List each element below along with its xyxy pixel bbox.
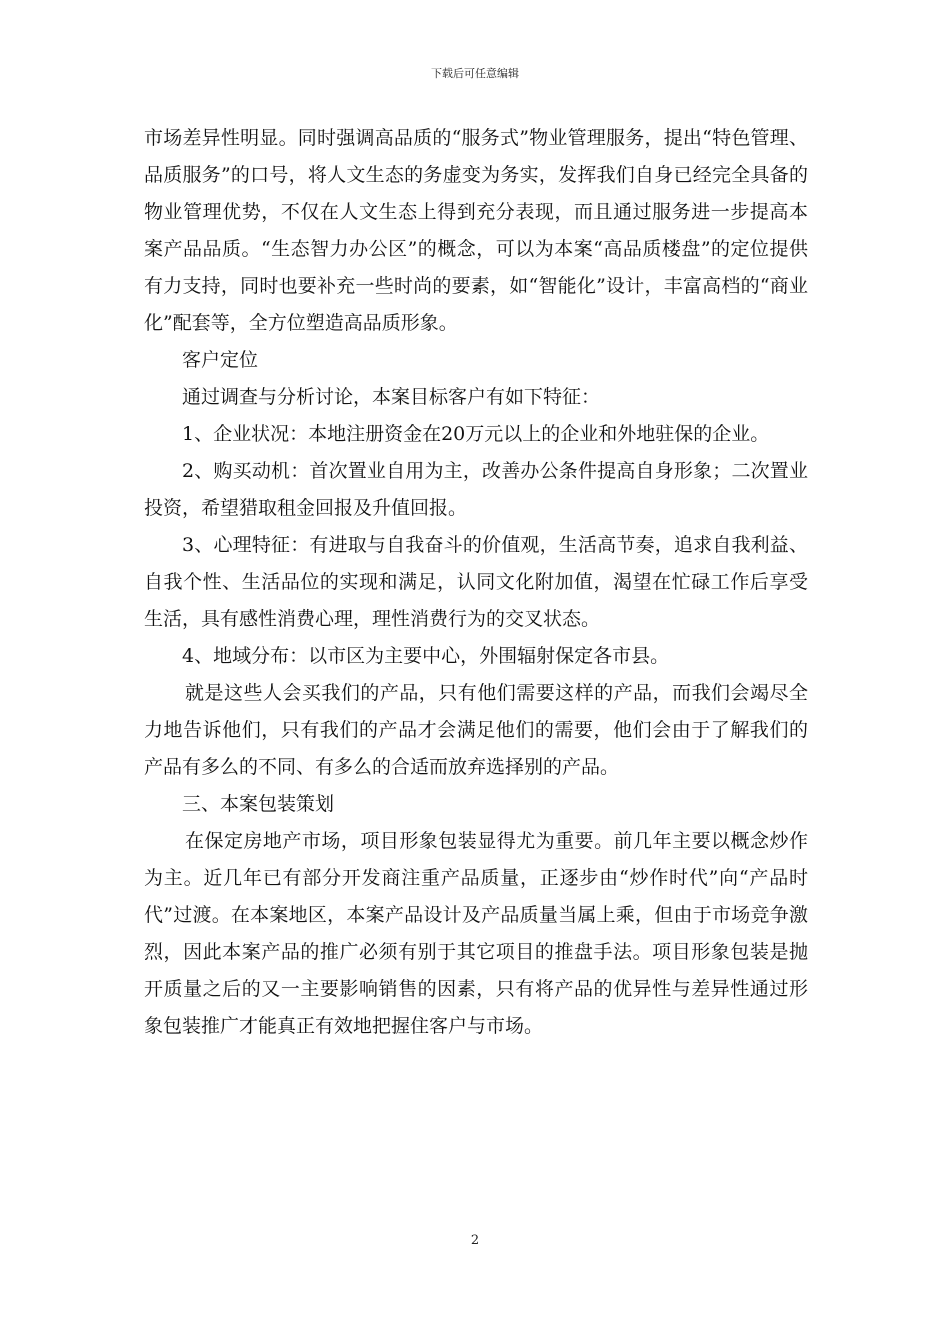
section-heading-customer-positioning: 客户定位 xyxy=(182,349,259,371)
list-item-purchase-motivation: 2、购买动机：首次置业自用为主，改善办公条件提高自身形象；二次置业投资，希望猎取租金回报及升值回报。 xyxy=(144,460,808,519)
paragraph-packaging-importance: 在保定房地产市场，项目形象包装显得尤为重要。前几年主要以概念炒作为主。近几年已有部分开发商注重产品质量，正逐步由“炒作时代”向“产品时代”过渡。在本案地区，本案产品设计及产品质量当属上乘，但由于市场竞争激烈，因此本案产品的推广必须有别于其它项目的推盘手法。项目形象包装是抛开质量之后的又一主要影响销售的因素，只有将产品的优异性与差异性通过形象包装推广才能真正有效地把握住客户与市场。 xyxy=(144,830,808,1037)
page-header: 下载后可任意编辑 xyxy=(431,67,519,80)
document-body xyxy=(144,120,808,1045)
section-heading-packaging-plan: 三、本案包装策划 xyxy=(182,793,335,815)
list-item-psychological-features: 3、心理特征：有进取与自我奋斗的价值观，生活高节奏，追求自我利益、自我个性、生活品位的实现和满足，认同文化附加值，渴望在忙碌工作后享受生活，具有感性消费心理，理性消费行为的交叉状态。 xyxy=(144,534,808,630)
list-item-regional-distribution: 4、地域分布：以市区为主要中心，外围辐射保定各市县。 xyxy=(182,645,670,667)
paragraph-target-customers: 就是这些人会买我们的产品，只有他们需要这样的产品，而我们会竭尽全力地告诉他们，只有我们的产品才会满足他们的需要，他们会由于了解我们的产品有多么的不同、有多么的合适而放弃选择别的产品。 xyxy=(144,682,808,778)
page-number: 2 xyxy=(470,1233,480,1248)
list-item-enterprise-status: 1、企业状况：本地注册资金在20万元以上的企业和外地驻保的企业。 xyxy=(182,423,770,445)
paragraph-customer-features-intro: 通过调查与分析讨论，本案目标客户有如下特征： xyxy=(182,386,601,408)
paragraph-intro-continued: 市场差异性明显。同时强调高品质的“服务式”物业管理服务，提出“特色管理、品质服务”的口号，将人文生态的务虚变为务实，发挥我们自身已经完全具备的物业管理优势，不仅在人文生态上得到充分表现，而且通过服务进一步提高本案产品品质。“生态智力办公区”的概念，可以为本案“高品质楼盘”的定位提供有力支持，同时也要补充一些时尚的要素，如“智能化”设计，丰富高档的“商业化”配套等，全方位塑造高品质形象。 xyxy=(144,127,808,334)
